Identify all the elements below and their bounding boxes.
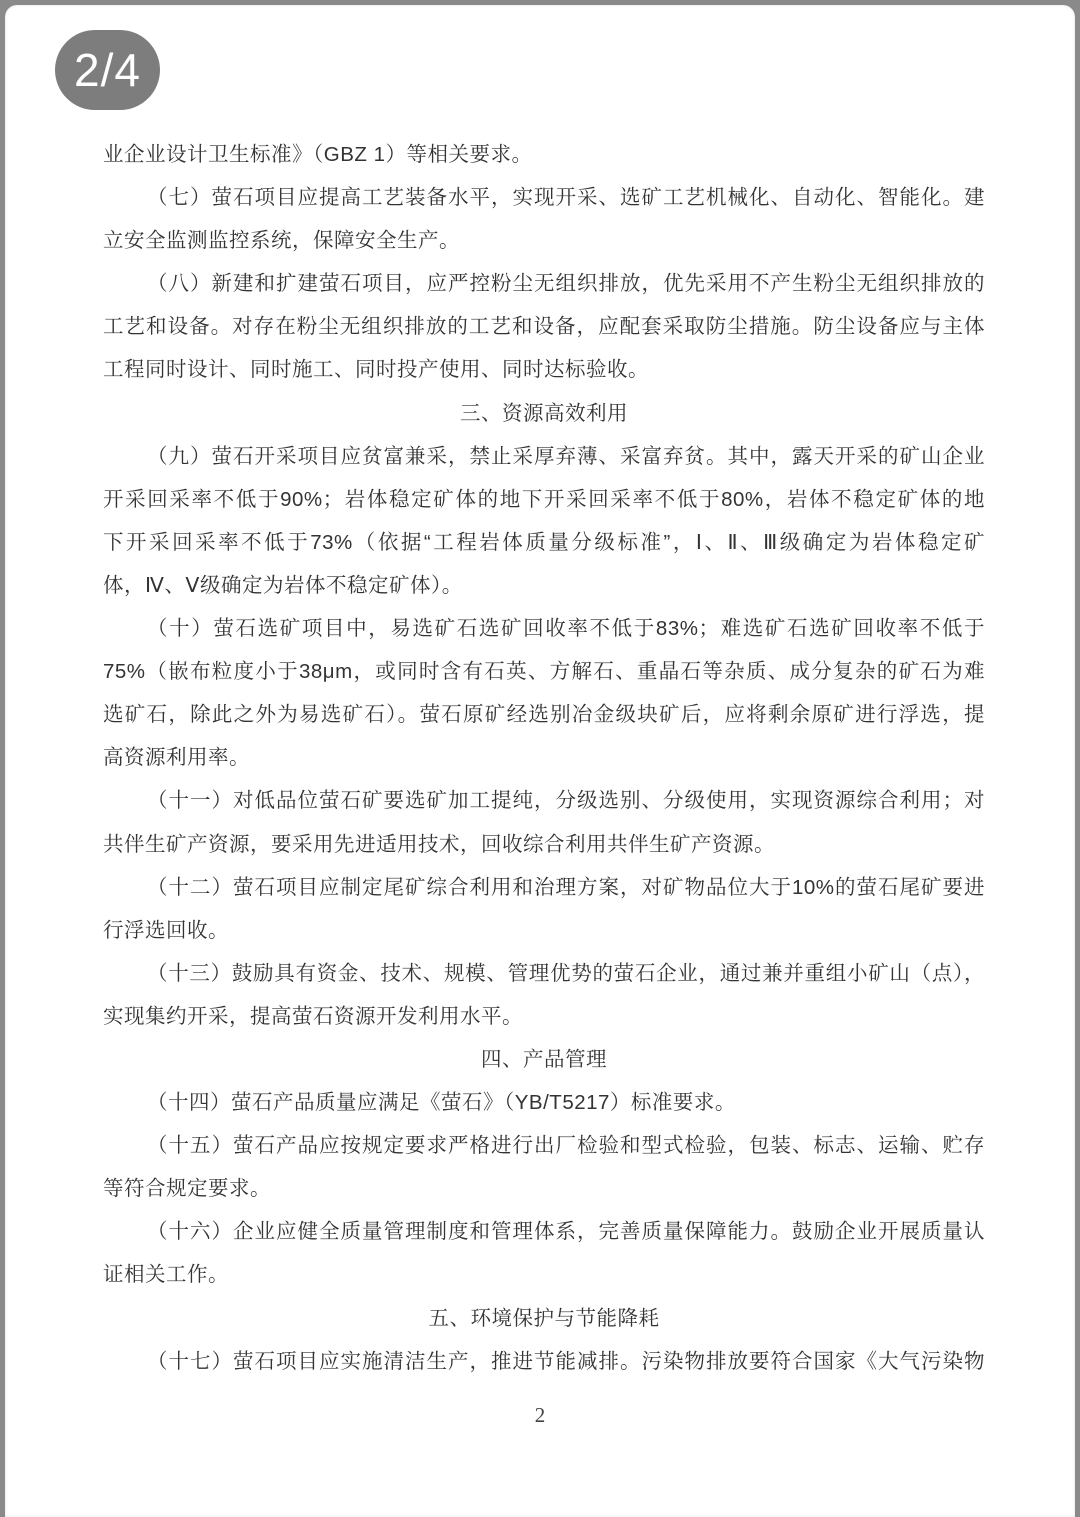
text-line: （十三）鼓励具有资金、技术、规模、管理优势的萤石企业，通过兼并重组小矿山（点），	[147, 961, 985, 985]
section-heading: 五、环境保护与节能降耗	[428, 1306, 660, 1330]
text-line: 体，Ⅳ、Ⅴ级确定为岩体不稳定矿体）。	[103, 573, 463, 597]
document-lines	[103, 133, 985, 1383]
text-line: （十七）萤石项目应实施清洁生产，推进节能减排。污染物排放要符合国家《大气污染物	[147, 1349, 985, 1373]
page-number-badge: 2/4	[55, 30, 160, 110]
text-line: （九）萤石开采项目应贫富兼采，禁止采厚弃薄、采富弃贫。其中，露天开采的矿山企业	[147, 444, 985, 468]
text-line: （十五）萤石产品应按规定要求严格进行出厂检验和型式检验，包装、标志、运输、贮存	[147, 1134, 985, 1158]
text-line: 开采回采率不低于90%；岩体稳定矿体的地下开采回采率不低于80%，岩体不稳定矿体的地	[103, 487, 985, 511]
text-line: 业企业设计卫生标准》（GBZ 1）等相关要求。	[103, 143, 533, 166]
text-line: （七）萤石项目应提高工艺装备水平，实现开采、选矿工艺机械化、自动化、智能化。建	[147, 186, 985, 210]
text-line: 立安全监测监控系统，保障安全生产。	[103, 229, 460, 253]
text-line: 行浮选回收。	[103, 918, 229, 942]
text-line: （十六）企业应健全质量管理制度和管理体系，完善质量保障能力。鼓励企业开展质量认	[147, 1220, 985, 1244]
text-line: 工程同时设计、同时施工、同时投产使用、同时达标验收。	[103, 358, 649, 382]
text-line: 等符合规定要求。	[103, 1177, 271, 1201]
text-line: 高资源利用率。	[103, 746, 250, 770]
text-line: （十一）对低品位萤石矿要选矿加工提纯，分级选别、分级使用，实现资源综合利用；对	[147, 789, 985, 813]
text-line: （十四）萤石产品质量应满足《萤石》（YB/T5217）标准要求。	[147, 1091, 736, 1115]
text-line: 选矿石，除此之外为易选矿石）。萤石原矿经选别冶金级块矿后，应将剩余原矿进行浮选，提	[103, 703, 985, 727]
section-heading: 三、资源高效利用	[460, 401, 628, 425]
document-page	[5, 5, 1075, 1517]
text-line: （八）新建和扩建萤石项目，应严控粉尘无组织排放，优先采用不产生粉尘无组织排放的	[147, 272, 985, 296]
text-line: 75%（嵌布粒度小于38μm，或同时含有石英、方解石、重晶石等杂质、成分复杂的矿石为难	[103, 660, 985, 684]
footer-page-number: 2	[534, 1403, 546, 1427]
text-line: 证相关工作。	[103, 1263, 229, 1287]
section-heading: 四、产品管理	[481, 1047, 607, 1071]
text-line: 共伴生矿产资源，要采用先进适用技术，回收综合利用共伴生矿产资源。	[103, 832, 775, 856]
text-line: （十二）萤石项目应制定尾矿综合利用和治理方案，对矿物品位大于10%的萤石尾矿要进	[147, 875, 985, 899]
text-line: （十）萤石选矿项目中，易选矿石选矿回收率不低于83%；难选矿石选矿回收率不低于	[147, 617, 985, 641]
text-line: 实现集约开采，提高萤石资源开发利用水平。	[103, 1004, 523, 1028]
text-line: 下开采回采率不低于73%（依据“工程岩体质量分级标准”，Ⅰ、Ⅱ、Ⅲ级确定为岩体稳定矿	[103, 530, 985, 554]
text-line: 工艺和设备。对存在粉尘无组织排放的工艺和设备，应配套采取防尘措施。防尘设备应与主体	[103, 315, 985, 339]
